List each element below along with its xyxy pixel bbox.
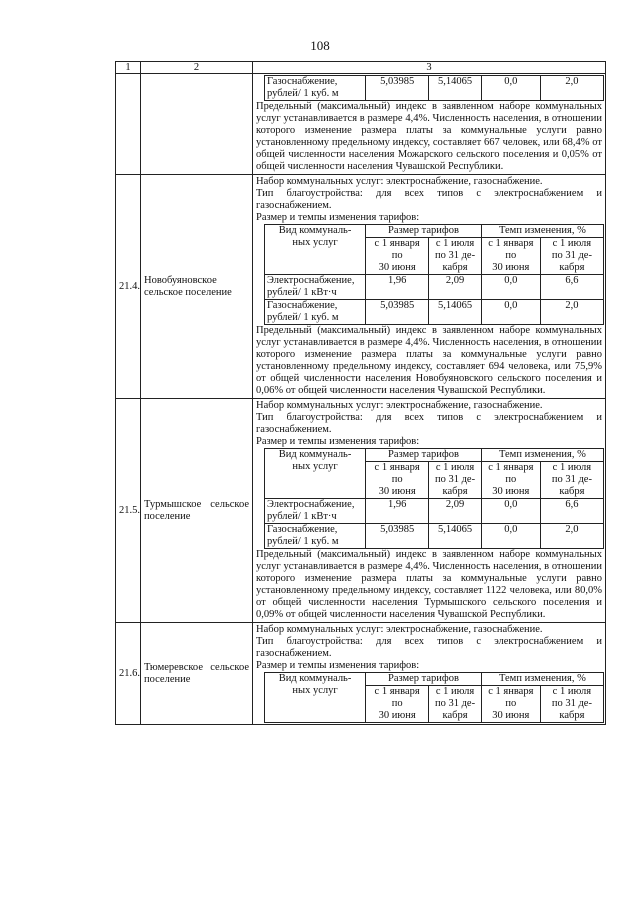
settlement-name: Тюмеревское сельское поселение bbox=[141, 623, 253, 725]
settlement-row bbox=[116, 175, 606, 399]
index-text: Предельный (максимальный) индекс в заявленном наборе коммунальных услуг устанавливается в размере 4,4%. Численность населения, в отношении которого изменение размера платы за коммунальные услуги равно установленному предельному индексу, составляет 1122 человека, или 80,0% от общей численности населения Турмышского сельского поселения и 0,09% от общей численности населения Чувашской Республики. bbox=[256, 549, 602, 620]
tariff-value: 6,6 bbox=[540, 275, 603, 300]
row-content bbox=[253, 74, 606, 175]
tariff-service: Газоснабжение, рублей/ 1 куб. м bbox=[265, 300, 366, 325]
tariff-header-period: с 1 июля по 31 де- кабря bbox=[429, 686, 482, 723]
tariff-value: 2,09 bbox=[429, 275, 482, 300]
tariff-header-period: с 1 июля по 31 де- кабря bbox=[540, 686, 603, 723]
tariff-value: 0,0 bbox=[481, 524, 540, 549]
tariff-header-size: Размер тарифов bbox=[366, 449, 482, 462]
tariff-value: 2,0 bbox=[540, 524, 603, 549]
tariff-header-row bbox=[265, 225, 604, 238]
tariff-header-row bbox=[265, 449, 604, 462]
tariff-value: 5,14065 bbox=[429, 524, 482, 549]
tariff-row bbox=[265, 499, 604, 524]
row-content bbox=[253, 175, 606, 399]
tariff-header-service: Вид коммуналь- ных услуг bbox=[265, 673, 366, 723]
header-col-2: 2 bbox=[141, 62, 253, 74]
tariff-header-size: Размер тарифов bbox=[366, 225, 482, 238]
settlements-table bbox=[115, 61, 606, 725]
index-text: Предельный (максимальный) индекс в заявленном наборе коммунальных услуг устанавливается в размере 4,4%. Численность населения, в отношении которого изменение размера платы за коммунальные услуги равно установленному предельному индексу, составляет 694 человека, или 75,9% от общей численности населения Новобуяновского сельского поселения и 0,06% от общей численности населения Чувашской Республики. bbox=[256, 325, 602, 396]
tariff-row bbox=[265, 275, 604, 300]
rates-title: Размер и темпы изменения тарифов: bbox=[256, 212, 420, 223]
tariff-value: 2,0 bbox=[540, 76, 603, 101]
tariff-header-period: с 1 января по 30 июня bbox=[481, 238, 540, 275]
services-set-text: Набор коммунальных услуг: электроснабжение, газоснабжение. bbox=[256, 624, 543, 635]
tariff-header-service: Вид коммуналь- ных услуг bbox=[265, 449, 366, 499]
tariff-row bbox=[265, 76, 604, 101]
tariff-header-period: с 1 января по 30 июня bbox=[366, 686, 429, 723]
tariff-service: Газоснабжение, рублей/ 1 куб. м bbox=[265, 524, 366, 549]
row-content bbox=[253, 399, 606, 623]
tariff-value: 5,14065 bbox=[429, 76, 482, 101]
page-number: 108 bbox=[310, 38, 330, 53]
tariff-header-period: с 1 июля по 31 де- кабря bbox=[429, 238, 482, 275]
tariff-row bbox=[265, 524, 604, 549]
settlement-row bbox=[116, 399, 606, 623]
settlement-name-empty bbox=[141, 74, 253, 175]
rates-title: Размер и темпы изменения тарифов: bbox=[256, 436, 420, 447]
tariff-table bbox=[264, 672, 604, 723]
tariff-value: 5,03985 bbox=[366, 300, 429, 325]
tariff-value: 6,6 bbox=[540, 499, 603, 524]
amenity-type-text: Тип благоустройства: для всех типов с электроснабжением и газоснабжением. bbox=[256, 188, 602, 211]
services-set-text: Набор коммунальных услуг: электроснабжение, газоснабжение. bbox=[256, 176, 543, 187]
tariff-header-size: Размер тарифов bbox=[366, 673, 482, 686]
tariff-value: 1,96 bbox=[366, 275, 429, 300]
row-number: 21.5. bbox=[116, 399, 141, 623]
tariff-value: 1,96 bbox=[366, 499, 429, 524]
rates-title: Размер и темпы изменения тарифов: bbox=[256, 660, 420, 671]
row-number-empty bbox=[116, 74, 141, 175]
tariff-header-period: с 1 июля по 31 де- кабря bbox=[540, 238, 603, 275]
row-content bbox=[253, 623, 606, 725]
amenity-type-text: Тип благоустройства: для всех типов с электроснабжением и газоснабжением. bbox=[256, 636, 602, 659]
services-set-text: Набор коммунальных услуг: электроснабжение, газоснабжение. bbox=[256, 400, 543, 411]
tariff-header-service: Вид коммуналь- ных услуг bbox=[265, 225, 366, 275]
tariff-header-period: с 1 января по 30 июня bbox=[481, 686, 540, 723]
tariff-service: Газоснабжение, рублей/ 1 куб. м bbox=[265, 76, 366, 101]
tariff-table bbox=[264, 75, 604, 101]
tariff-row bbox=[265, 300, 604, 325]
header-col-3: 3 bbox=[253, 62, 606, 74]
tariff-table bbox=[264, 448, 604, 549]
header-col-1: 1 bbox=[116, 62, 141, 74]
tariff-header-period: с 1 января по 30 июня bbox=[366, 238, 429, 275]
tariff-value: 5,14065 bbox=[429, 300, 482, 325]
tariff-value: 2,0 bbox=[540, 300, 603, 325]
tariff-service: Электроснабжение, рублей/ 1 кВт·ч bbox=[265, 499, 366, 524]
tariff-value: 5,03985 bbox=[366, 524, 429, 549]
tariff-value: 2,09 bbox=[429, 499, 482, 524]
tariff-header-rate: Темп изменения, % bbox=[481, 449, 603, 462]
tariff-header-rate: Темп изменения, % bbox=[481, 225, 603, 238]
settlement-row bbox=[116, 623, 606, 725]
header-row bbox=[116, 62, 606, 74]
settlement-name: Новобуяновское сельское поселение bbox=[141, 175, 253, 399]
tariff-header-row bbox=[265, 673, 604, 686]
amenity-type-text: Тип благоустройства: для всех типов с электроснабжением и газоснабжением. bbox=[256, 412, 602, 435]
tariff-value: 5,03985 bbox=[366, 76, 429, 101]
tariff-header-period: с 1 июля по 31 де- кабря bbox=[429, 462, 482, 499]
tariff-value: 0,0 bbox=[481, 76, 540, 101]
tariff-value: 0,0 bbox=[481, 499, 540, 524]
settlement-name: Турмышское сельское поселение bbox=[141, 399, 253, 623]
row-number: 21.4. bbox=[116, 175, 141, 399]
tariff-table bbox=[264, 224, 604, 325]
tariff-service: Электроснабжение, рублей/ 1 кВт·ч bbox=[265, 275, 366, 300]
tariff-header-period: с 1 января по 30 июня bbox=[481, 462, 540, 499]
index-text: Предельный (максимальный) индекс в заявленном наборе коммунальных услуг устанавливается в размере 4,4%. Численность населения, в отношении которого изменение размера платы за коммунальные услуги равно установленному предельному индексу, составляет 667 человек, или 68,4% от общей численности населения Можарского сельского поселения и 0,05% от общей численности населения Чувашской Республики. bbox=[256, 101, 602, 172]
tariff-header-rate: Темп изменения, % bbox=[481, 673, 603, 686]
tariff-value: 0,0 bbox=[481, 275, 540, 300]
tariff-header-period: с 1 января по 30 июня bbox=[366, 462, 429, 499]
row-number: 21.6. bbox=[116, 623, 141, 725]
tariff-value: 0,0 bbox=[481, 300, 540, 325]
tariff-header-period: с 1 июля по 31 де- кабря bbox=[540, 462, 603, 499]
continuation-row bbox=[116, 74, 606, 175]
